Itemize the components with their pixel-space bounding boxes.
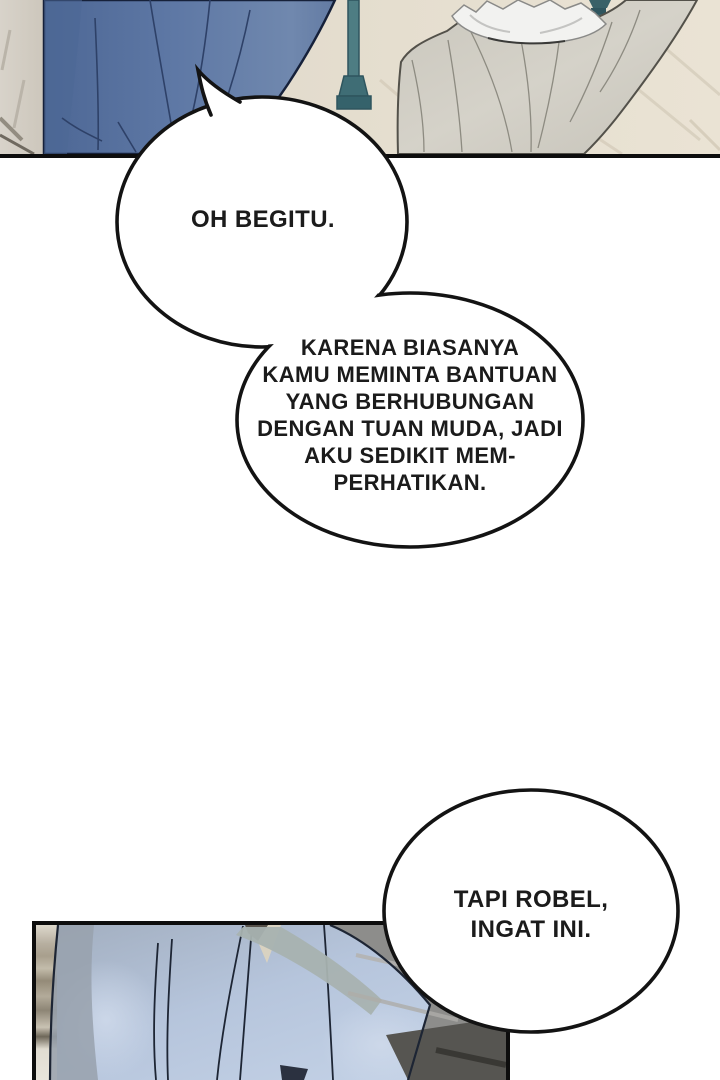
bubble-2-line: YANG BERHUBUNGAN (285, 389, 535, 414)
bubble-2-line: KARENA BIASANYA (300, 335, 520, 360)
bubble-2-line: DENGAN TUAN MUDA, JADI (257, 416, 563, 441)
bubble-3-text (406, 885, 656, 945)
bubble-1-line: OH BEGITU. (190, 206, 335, 233)
bubble-1-text (103, 206, 423, 234)
bubble-3-line: INGAT INI. (470, 916, 592, 943)
bubble-2-text (250, 334, 570, 496)
bubble-2-line: AKU SEDIKIT MEM- (304, 443, 516, 468)
bubble-2-line: PERHATIKAN. (333, 470, 487, 495)
bubble-3-line: TAPI ROBEL, (453, 886, 609, 913)
bubble-2-line: KAMU MEMINTA BANTUAN (262, 362, 558, 387)
